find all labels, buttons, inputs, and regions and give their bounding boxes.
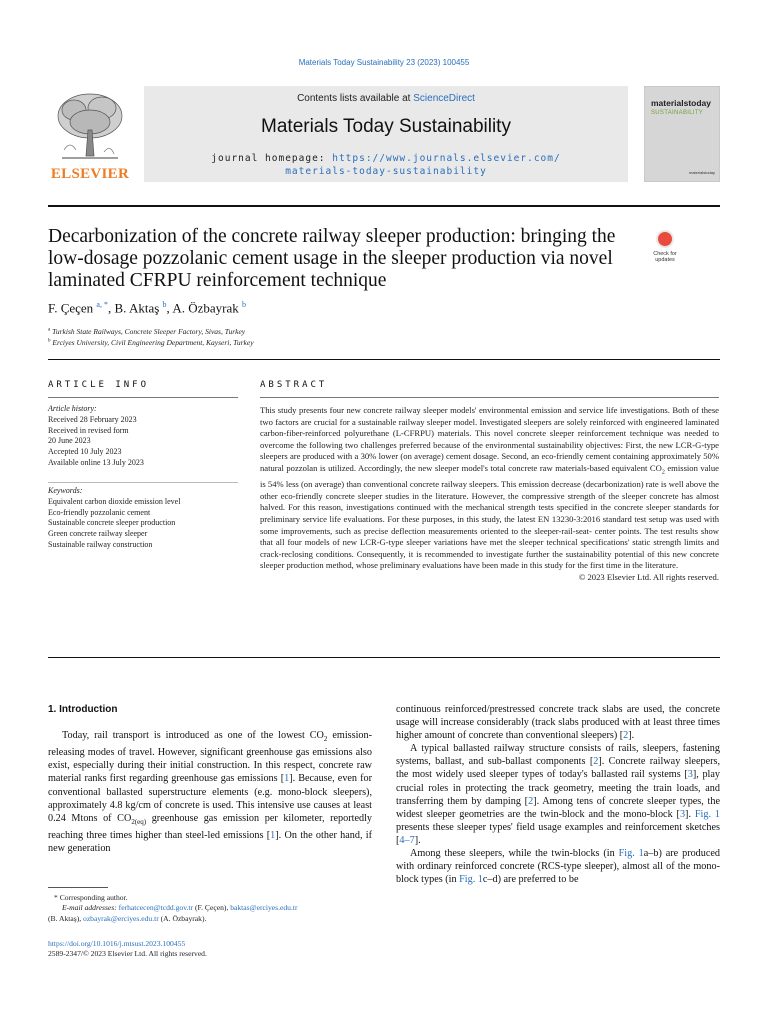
reference-link[interactable]: 2 <box>593 756 599 768</box>
abstract-subscript: 2 <box>661 469 665 476</box>
article-info-heading: ARTICLE INFO <box>48 380 150 390</box>
journal-cover-thumbnail[interactable] <box>644 86 720 182</box>
history-entry: 20 June 2023 <box>48 436 91 446</box>
check-updates-label <box>648 251 682 263</box>
author-affiliation-marker[interactable]: b <box>242 300 246 309</box>
elsevier-tree-icon <box>52 90 128 164</box>
check-updates-label-1: Check for <box>653 251 677 257</box>
text-run: Among these sleepers, while the twin-blocks (in <box>410 848 619 860</box>
text-run: continuous reinforced/prestressed concrete track slabs are used, the concrete usage will increase considerably (track slabs produced with at least three times higher amount of concrete than conventional sleepers) [ <box>396 704 720 742</box>
paragraph <box>396 847 720 886</box>
author-name[interactable]: F. Çeçen <box>48 300 94 316</box>
text-run: Today, rail transport is introduced as one of the lowest CO <box>62 730 324 742</box>
doi-link[interactable]: https://doi.org/10.1016/j.mtsust.2023.100455 <box>48 939 186 948</box>
figure-link[interactable]: Fig. 1 <box>459 874 483 886</box>
keyword: Eco-friendly pozzolanic cement <box>48 507 151 517</box>
text-run: a–b) are produced with ordinary reinforced concrete (RCS-type sleeper), almost all of the mono-block types (in <box>396 848 720 886</box>
journal-title[interactable]: Materials Today Sustainability <box>261 116 511 137</box>
corresponding-author-note: * Corresponding author. <box>54 893 128 902</box>
paragraph <box>48 729 372 855</box>
affiliation-text: Erciyes University, Civil Engineering Department, Kayseri, Turkey <box>52 338 254 347</box>
affiliation-marker: b <box>48 338 51 344</box>
doi-block <box>48 939 207 960</box>
keyword: Equivalent carbon dioxide emission level <box>48 496 181 506</box>
keyword: Green concrete railway sleeper <box>48 529 148 539</box>
affiliation-text: Turkish State Railways, Concrete Sleeper Factory, Sivas, Turkey <box>52 327 246 336</box>
history-entry: Received in revised form <box>48 425 129 435</box>
text-run: ]. <box>414 834 421 846</box>
check-for-updates-badge[interactable] <box>648 230 682 270</box>
article-history <box>48 404 238 469</box>
contents-prefix: Contents lists available at <box>297 93 414 104</box>
history-entry: Available online 13 July 2023 <box>48 457 144 467</box>
homepage-label: journal homepage: <box>211 153 333 164</box>
text-run: ]. <box>685 808 695 820</box>
sciencedirect-link[interactable]: ScienceDirect <box>413 93 475 104</box>
keywords-block <box>48 486 238 551</box>
abstract-heading: ABSTRACT <box>260 380 328 390</box>
text-run: emission-releasing modes of travel. However, significant greenhouse gas emissions also exist, especially during their initial construction. In this respect, concrete raw material ranks first regarding greenhouse gas emissions [ <box>48 730 372 785</box>
abstract-part-2: emission value is 54% less (on average) than conventional concrete railway sleepers. This emission decrease (decarbonization) rate is well above the other eco-friendly concrete sleeper studies in the literature. However, the compressive strength of the sleeper concrete has almost halved. For this reason, investigations continued with the mechanical strength tests specified in the concrete sleeper standards for preliminary service life evaluations. For these purposes, in this study, the latest EN 13230-3:2016 standard test setup was used with some improvements, such as precise deflection measurements oriented to the sleeper-rail-seat- center points. The test results show that all four models of new LCR-G-type sleeper variations have met the sleeper technical specifications' static strength limits and crack-reclosing conditions. Consequently, it is recommended to investigate further the sustainability potential of this new concrete sleeper production method, whose preliminary evaluations have been made in this study for the first time in the literature. <box>260 462 719 571</box>
abstract-divider <box>48 657 720 658</box>
figure-link[interactable]: Fig. 1 <box>618 848 644 860</box>
keyword: Sustainable railway construction <box>48 539 153 549</box>
reference-link[interactable]: 2 <box>623 730 629 742</box>
keywords-rule <box>48 482 238 483</box>
reference-link[interactable]: 3 <box>687 769 693 781</box>
text-run: A typical ballasted railway structure consists of rails, sleepers, fastening systems, ballast, and sub-ballast components [ <box>396 743 720 768</box>
text-run: ], play crucial roles in protecting the track geometry, meeting the train loads, and transferring them by damping [ <box>396 769 720 807</box>
email-owner: (F. Çeçen), <box>193 903 231 913</box>
journal-homepage <box>144 152 628 178</box>
footnotes <box>48 893 378 924</box>
article-title: Decarbonization of the concrete railway sleeper production: bringing the low-dosage pozzolanic cement usage in the sleeper production via novel laminated CFRPU reinforcement technique <box>48 226 616 291</box>
email-addresses <box>48 903 378 913</box>
check-updates-label-2: updates <box>655 257 675 263</box>
abstract-text <box>260 405 719 584</box>
article-history-label: Article history: <box>48 404 97 413</box>
email-addresses-cont <box>48 914 378 924</box>
homepage-url-part-1[interactable]: https://www.journals.elsevier.com/ <box>332 153 561 164</box>
author-name[interactable]: A. Özbayrak <box>172 300 239 316</box>
elsevier-logo[interactable] <box>48 86 132 182</box>
affiliation-marker: a <box>48 327 51 333</box>
history-entry: Received 28 February 2023 <box>48 414 137 424</box>
text-run: ]. Because, even for conventional ballasted superstructure elements (e.g. mono-block sleepers), approximately 4.8 kg/cm of concrete is used. This intensive use causes at least 0.24 Mtons of CO <box>48 773 373 824</box>
elsevier-wordmark: ELSEVIER <box>50 166 130 182</box>
reference-link[interactable]: 1 <box>284 773 290 785</box>
footnote-divider <box>48 887 108 888</box>
abstract-rule <box>260 397 719 398</box>
text-run: c–d) are preferred to be <box>482 874 579 886</box>
body-column-right <box>396 703 720 886</box>
text-run: greenhouse gas emission per kilometer, reportedly reaching three times higher than steel-led emissions [ <box>48 812 372 841</box>
keywords-label: Keywords: <box>48 486 83 495</box>
section-heading: 1. Introduction <box>48 704 118 715</box>
issn-line: 2589-2347/© 2023 Elsevier Ltd. All rights reserved. <box>48 949 207 959</box>
text-run: ]. On the other hand, if new generation <box>48 829 372 854</box>
text-run: ]. <box>628 730 635 742</box>
reference-link[interactable]: 3 <box>679 808 686 820</box>
reference-link[interactable]: 1 <box>270 829 276 841</box>
text-run: ]. Among tens of concrete sleeper types, the widest sleeper geometries are the twin-block and the mono-block [ <box>396 795 720 820</box>
subscript: 2 <box>323 735 328 744</box>
cover-title: materialstoday <box>651 98 711 108</box>
check-updates-icon <box>656 230 674 248</box>
email-link[interactable]: ferhatcecen@tcdd.gov.tr <box>118 903 194 913</box>
text-run: presents these sleeper types' field usage examples and reinforcement sketches [ <box>396 821 720 846</box>
authors-divider <box>48 359 720 360</box>
contents-line <box>144 93 628 104</box>
affiliation <box>48 327 245 336</box>
email-label: E-mail addresses: <box>62 903 119 913</box>
email-owner: (B. Aktaş), <box>48 913 84 923</box>
journal-citation-link[interactable]: Materials Today Sustainability 23 (2023) 100455 <box>298 58 470 67</box>
history-entry: Accepted 10 July 2023 <box>48 447 122 457</box>
author-affiliation-marker[interactable]: b <box>162 300 167 309</box>
affiliation <box>48 338 254 347</box>
text-run: ]. Concrete railway sleepers, the most widely used sleeper types of today's ballasted rail systems [ <box>396 756 721 781</box>
email-link[interactable]: baktas@erciyes.edu.tr <box>230 903 298 913</box>
subscript: 2(eq) <box>131 817 147 826</box>
figure-link[interactable]: Fig. 1 <box>694 808 721 820</box>
body-column-left <box>48 703 372 855</box>
paragraph <box>396 703 720 742</box>
article-info-rule <box>48 397 238 398</box>
homepage-url-part-2[interactable]: materials-today-sustainability <box>285 166 487 177</box>
author-affiliation-marker[interactable]: a, * <box>96 300 108 309</box>
email-owner: (A. Özbayrak). <box>158 913 207 923</box>
author-name[interactable]: B. Aktaş <box>114 300 160 316</box>
reference-link[interactable]: 4–7 <box>399 834 415 846</box>
reference-link[interactable]: 2 <box>528 795 534 807</box>
journal-info-box <box>144 86 628 182</box>
cover-footer-text: materialstoday <box>688 170 715 175</box>
abstract-copyright: © 2023 Elsevier Ltd. All rights reserved. <box>578 572 719 583</box>
email-link[interactable]: ozbayrak@erciyes.edu.tr <box>83 913 159 923</box>
cover-subtitle: SUSTAINABILITY <box>651 110 704 116</box>
keyword: Sustainable concrete sleeper production <box>48 518 176 528</box>
paragraph <box>396 742 720 847</box>
abstract-part-1: This study presents four new concrete railway sleeper models' environmental emission and service life investigations. Both of these two factors are crucial for a sustainable railway sleeper model. Investigated sleepers are solely reinforced with engineered laminated carbon-fiber-reinforced polyurethane (L-CFRPU) materials. This novel concrete sleeper reinforcement technique was needed to overcome the following two challenges preferred because of the environmental sustainability objectives: First, the new LCR-G-type sleepers are produced with a 30% lower (on average) cement dosage. Second, an eco-friendly cement containing approximately 50% natural pozzolan is utilized. Accordingly, the new sleeper model's total concrete raw materials-based equivalent CO <box>260 405 719 473</box>
header-divider <box>48 205 720 207</box>
author-list: F. Çeçen $^{a, *}$, B. Aktaş $^b$, A. Özbayrak $^b$ <box>48 300 246 316</box>
journal-header <box>48 86 720 182</box>
